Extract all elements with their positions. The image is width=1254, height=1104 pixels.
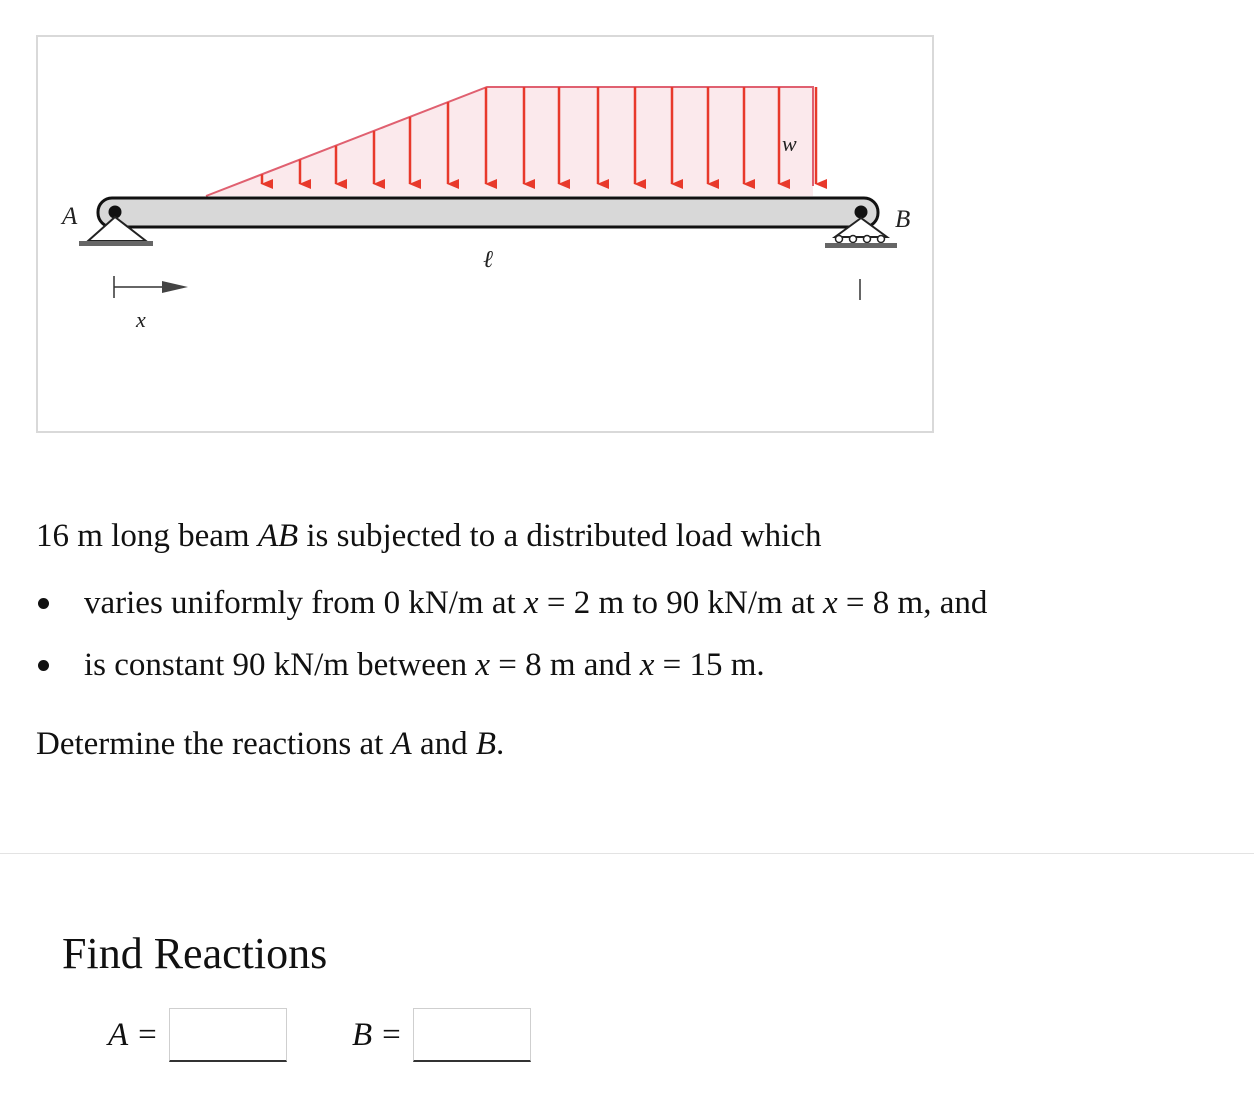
- bullet-icon: [38, 598, 49, 609]
- beam-diagram: [38, 37, 936, 435]
- reaction-a-label: A: [108, 1016, 129, 1053]
- x-axis-label: x: [136, 307, 146, 332]
- pin-b: [855, 206, 868, 219]
- reaction-b-input[interactable]: [413, 1008, 531, 1062]
- beam-figure: [36, 35, 934, 433]
- beam-name: AB: [257, 518, 299, 554]
- load-conditions-list: [36, 580, 1236, 704]
- support-b-label: B: [895, 206, 911, 233]
- equals-sign: =: [138, 1016, 157, 1053]
- list-item: is constant 90 kN/m between x = 8 m and x = 15 m.: [36, 642, 1236, 704]
- problem-question: Determine the reactions at A and B.: [36, 726, 505, 762]
- reaction-a-row: [108, 1007, 287, 1063]
- reaction-b-row: [352, 1007, 531, 1063]
- section-divider: [0, 853, 1254, 854]
- reaction-b-label: B: [352, 1016, 373, 1053]
- distributed-load-area: [206, 87, 813, 196]
- load-label: w: [782, 131, 797, 156]
- bullet-icon: [38, 660, 49, 671]
- problem-intro: 16 m long beam AB is subjected to a distributed load which: [36, 518, 822, 554]
- length-label: ℓ: [483, 247, 493, 273]
- answer-section-title: Find Reactions: [62, 929, 328, 978]
- support-a-label: A: [62, 203, 78, 230]
- problem-statement: [36, 512, 1236, 763]
- reaction-a-input[interactable]: [169, 1008, 287, 1062]
- equals-sign: =: [382, 1016, 401, 1053]
- list-item: varies uniformly from 0 kN/m at x = 2 m to 90 kN/m at x = 8 m, and: [36, 580, 1236, 642]
- beam: [98, 198, 878, 227]
- x-axis-indicator: [114, 276, 188, 298]
- beam-length: 16 m: [36, 518, 103, 554]
